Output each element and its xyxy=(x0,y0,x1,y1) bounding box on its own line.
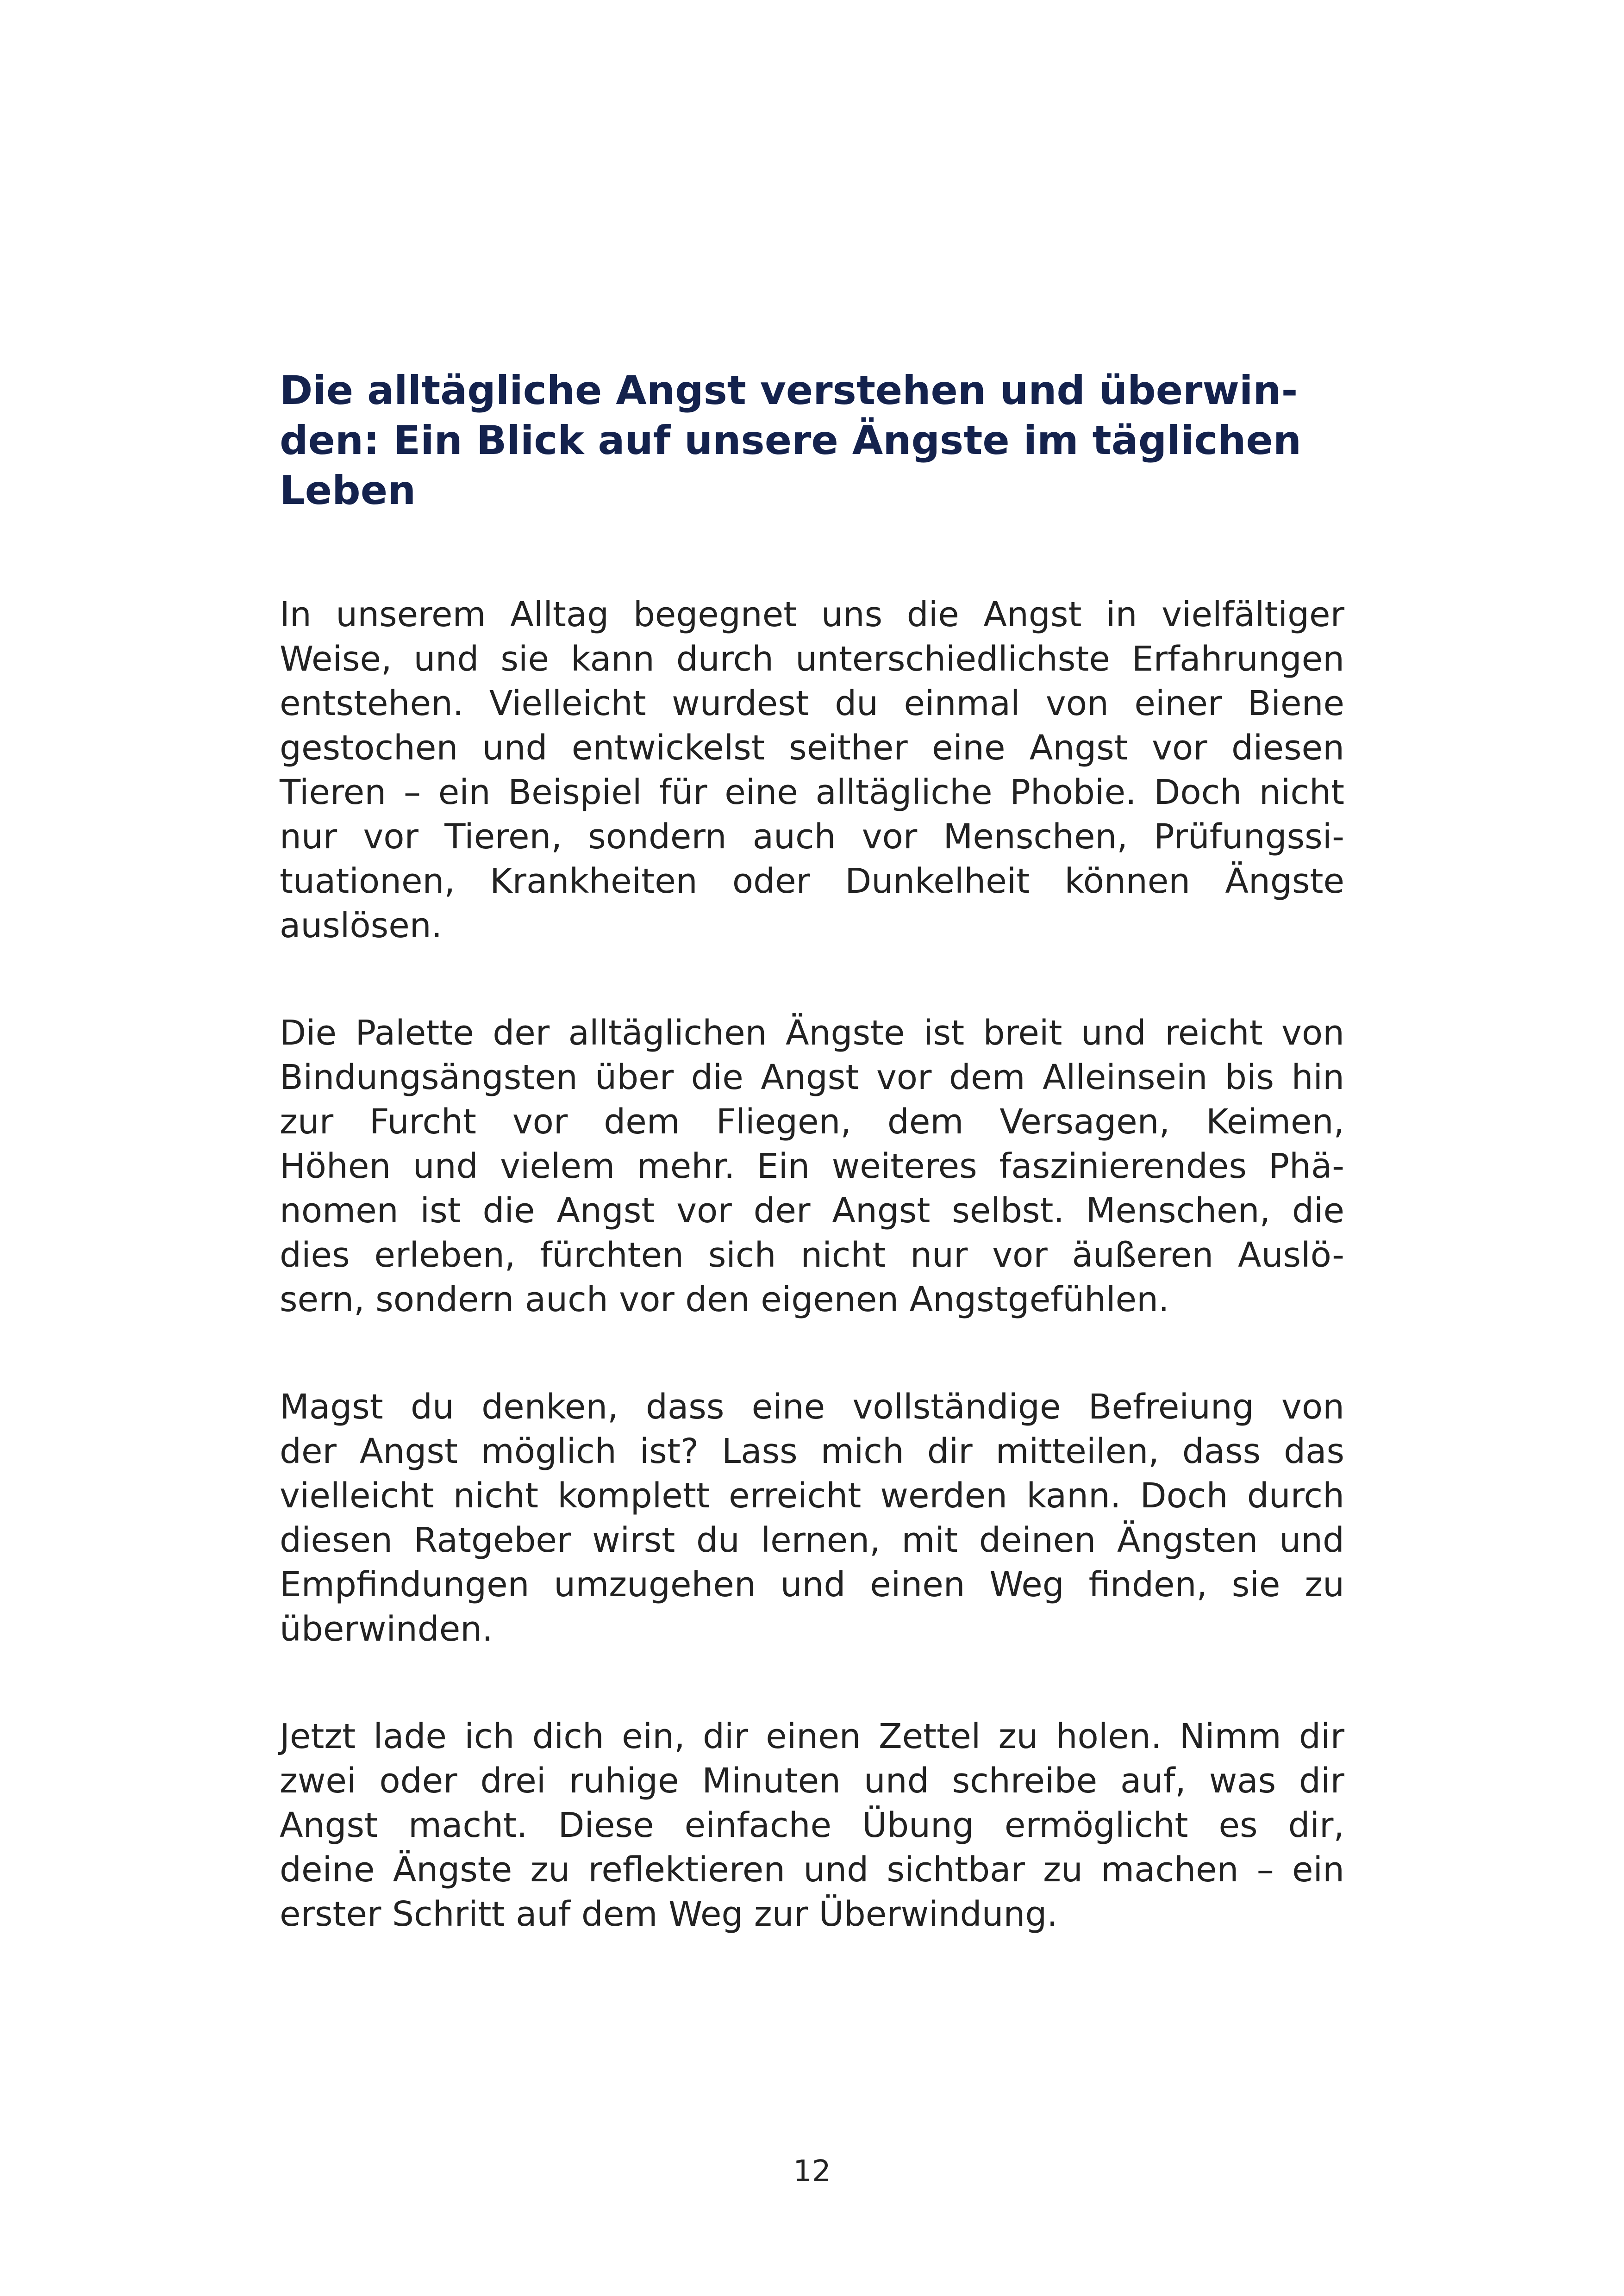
text-line: Höhen und vielem mehr. Ein weiteres faszinierendes Phä- xyxy=(280,1146,1344,1186)
text-line: nomen ist die Angst vor der Angst selbst. Menschen, die xyxy=(280,1191,1344,1231)
text-line: diesen Ratgeber wirst du lernen, mit deinen Ängsten und xyxy=(280,1520,1344,1560)
text-line: Empfindungen umzugehen und einen Weg finden, sie zu xyxy=(280,1565,1344,1605)
paragraph-4 xyxy=(280,1714,1344,1936)
page-title xyxy=(280,366,1344,516)
text-line: Angst macht. Diese einfache Übung ermöglicht es dir, xyxy=(280,1805,1344,1845)
text-line: sern, sondern auch vor den eigenen Angstgefühlen. xyxy=(280,1280,1169,1319)
text-line: deine Ängste zu reflektieren und sichtbar zu machen – ein xyxy=(280,1850,1344,1890)
text-line: auslösen. xyxy=(280,906,443,946)
paragraph-3 xyxy=(280,1385,1344,1651)
text-line: Weise, und sie kann durch unterschiedlichste Erfahrungen xyxy=(280,639,1344,679)
text-line: überwinden. xyxy=(280,1609,493,1649)
page-content xyxy=(280,366,1344,1936)
body-text xyxy=(280,592,1344,1936)
text-line: zwei oder drei ruhige Minuten und schreibe auf, was dir xyxy=(280,1761,1344,1801)
paragraph-2 xyxy=(280,1011,1344,1322)
text-line: Magst du denken, dass eine vollständige Befreiung von xyxy=(280,1387,1344,1427)
text-line: Tieren – ein Beispiel für eine alltägliche Phobie. Doch nicht xyxy=(280,772,1344,812)
text-line: dies erleben, fürchten sich nicht nur vor äußeren Auslö- xyxy=(280,1235,1344,1275)
text-line: Die Palette der alltäglichen Ängste ist breit und reicht von xyxy=(280,1013,1344,1053)
text-line: der Angst möglich ist? Lass mich dir mitteilen, dass das xyxy=(280,1431,1344,1471)
title-line: den: Ein Blick auf unsere Ängste im täglichen xyxy=(280,417,1302,464)
page-number: 12 xyxy=(793,2154,831,2189)
paragraph-1 xyxy=(280,592,1344,948)
text-line: entstehen. Vielleicht wurdest du einmal von einer Biene xyxy=(280,684,1344,723)
text-line: vielleicht nicht komplett erreicht werden kann. Doch durch xyxy=(280,1476,1344,1516)
text-line: In unserem Alltag begegnet uns die Angst in vielfältiger xyxy=(280,595,1344,635)
title-line: Die alltägliche Angst verstehen und überwin- xyxy=(280,367,1298,414)
text-line: zur Furcht vor dem Fliegen, dem Versagen, Keimen, xyxy=(280,1102,1344,1142)
text-line: gestochen und entwickelst seither eine Angst vor diesen xyxy=(280,728,1344,768)
text-line: tuationen, Krankheiten oder Dunkelheit können Ängste xyxy=(280,861,1344,901)
text-line: erster Schritt auf dem Weg zur Überwindung. xyxy=(280,1894,1058,1934)
text-line: Jetzt lade ich dich ein, dir einen Zettel zu holen. Nimm dir xyxy=(280,1717,1344,1756)
title-line: Leben xyxy=(280,467,416,514)
text-line: Bindungsängsten über die Angst vor dem Alleinsein bis hin xyxy=(280,1058,1344,1097)
text-line: nur vor Tieren, sondern auch vor Menschen, Prüfungssi- xyxy=(280,817,1344,857)
